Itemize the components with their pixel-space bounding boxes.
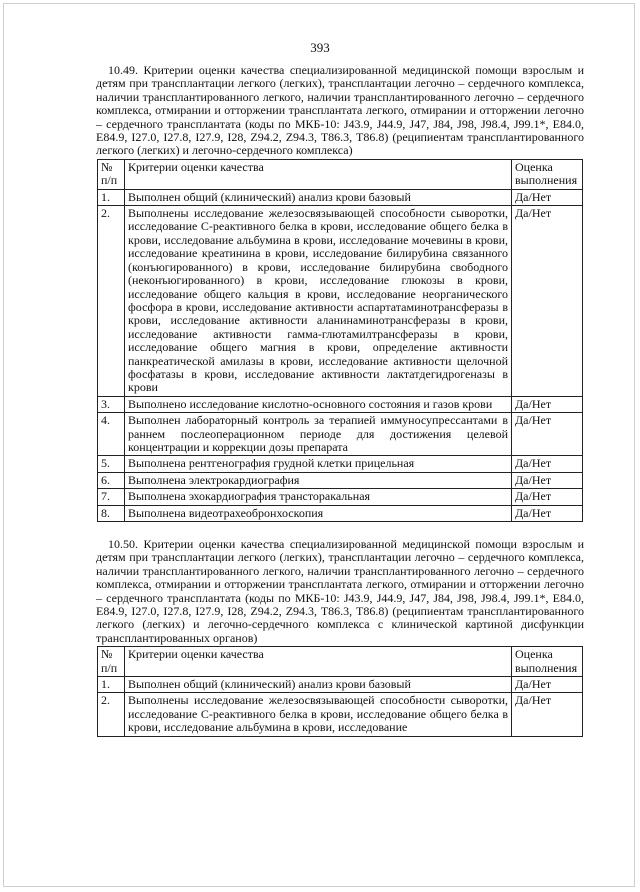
section-10-50 — [96, 538, 584, 737]
row-evaluation: Да/Нет — [512, 505, 583, 521]
header-num: № п/п — [98, 647, 125, 677]
header-criterion: Критерии оценки качества — [125, 159, 512, 189]
row-num: 4. — [98, 413, 125, 456]
table-header-row — [98, 159, 583, 189]
row-criterion: Выполнена рентгенография грудной клетки прицельная — [125, 456, 512, 472]
row-evaluation: Да/Нет — [512, 189, 583, 205]
table-row — [98, 396, 583, 412]
table-row — [98, 489, 583, 505]
row-criterion: Выполнен общий (клинический) анализ крови базовый — [125, 189, 512, 205]
row-criterion: Выполнен общий (клинический) анализ крови базовый — [125, 677, 512, 693]
document-body — [96, 64, 584, 737]
row-criterion: Выполнена электрокардиография — [125, 472, 512, 488]
row-num: 2. — [98, 206, 125, 397]
row-evaluation: Да/Нет — [512, 693, 583, 736]
row-num: 1. — [98, 677, 125, 693]
row-num: 2. — [98, 693, 125, 736]
row-evaluation: Да/Нет — [512, 472, 583, 488]
row-criterion: Выполнена видеотрахеобронхоскопия — [125, 505, 512, 521]
row-evaluation: Да/Нет — [512, 413, 583, 456]
table-row — [98, 206, 583, 397]
row-num: 3. — [98, 396, 125, 412]
row-num: 5. — [98, 456, 125, 472]
table-row — [98, 693, 583, 736]
table-row — [98, 189, 583, 205]
row-criterion: Выполнен лабораторный контроль за терапией иммуносупрессантами в раннем послеоперационном периоде для достижения целевой концентрации и коррекции дозы препарата — [125, 413, 512, 456]
table-row — [98, 472, 583, 488]
row-evaluation: Да/Нет — [512, 489, 583, 505]
row-num: 7. — [98, 489, 125, 505]
page-number: 393 — [310, 40, 330, 55]
header-criterion: Критерии оценки качества — [125, 647, 512, 677]
section-heading-10-50: 10.50. Критерии оценки качества специализированной медицинской помощи взрослым и детям при трансплантации легкого (легких), трансплантации легочно – сердечного комплекса, наличии трансплантированного легкого, наличии трансплантированного легочно – сердечного комплекса, отмирании и отторжении трансплантата легкого, отмирании и отторжении легочно – сердечного трансплантата (коды по МКБ-10: J43.9, J44.9, J47, J84, J98, J98.4, J99.1*, E84.0, E84.9, I27.0, I27.8, I27.9, I28, Z94.2, Z94.3, T86.3, T86.8) (реципиентам трансплантированного легкого (легких) и легочно-сердечного комплекса с клинической картиной дисфункции трансплантированных органов) — [96, 537, 584, 645]
row-criterion: Выполнены исследование железосвязывающей способности сыворотки, исследование С-реактивного белка в крови, исследование общего белка в крови, исследование альбумина в крови, исследование мочевины в крови, исследование креатинина в крови, исследование билирубина связанного (конъюгированного) в крови, исследование билирубина свободного (неконъюгированного) в крови, исследование глюкозы в крови, исследование общего кальция в крови, исследование неорганического фосфора в крови, исследование активности аспартатаминотрансферазы в крови, исследование активности аланинаминотрансферазы в крови, исследование активности гамма-глютамилтрансферазы в крови, исследование общего магния в крови, определение активности панкреатической амилазы в крови, исследование активности щелочной фосфатазы в крови, исследование активности лактатдегидрогеназы в крови — [125, 206, 512, 397]
row-criterion: Выполнены исследование железосвязывающей способности сыворотки, исследование С-реактивного белка в крови, исследование общего белка в крови, исследование альбумина в крови, исследование — [125, 693, 512, 736]
row-num: 1. — [98, 189, 125, 205]
row-criterion: Выполнено исследование кислотно-основного состояния и газов крови — [125, 396, 512, 412]
row-evaluation: Да/Нет — [512, 456, 583, 472]
table-header-row — [98, 647, 583, 677]
criteria-table-10-50 — [97, 646, 583, 736]
header-evaluation: Оценка выполнения — [512, 159, 583, 189]
row-evaluation: Да/Нет — [512, 206, 583, 397]
table-row — [98, 413, 583, 456]
row-num: 6. — [98, 472, 125, 488]
row-criterion: Выполнена эхокардиография трансторакальная — [125, 489, 512, 505]
table-row — [98, 505, 583, 521]
header-evaluation: Оценка выполнения — [512, 647, 583, 677]
criteria-table-10-49 — [97, 159, 583, 522]
row-evaluation: Да/Нет — [512, 677, 583, 693]
row-num: 8. — [98, 505, 125, 521]
row-evaluation: Да/Нет — [512, 396, 583, 412]
table-row — [98, 677, 583, 693]
section-heading-10-49: 10.49. Критерии оценки качества специализированной медицинской помощи взрослым и детям при трансплантации легкого (легких), трансплантации легочно – сердечного комплекса, наличии трансплантированного легкого, наличии трансплантированного легочно – сердечного комплекса, отмирании и отторжении трансплантата легкого, отмирании и отторжении легочно – сердечного трансплантата (коды по МКБ-10: J43.9, J44.9, J47, J84, J98, J98.4, J99.1*, E84.0, E84.9, I27.0, I27.8, I27.9, I28, Z94.2, Z94.3, T86.3, T86.8) (реципиентам трансплантированного легкого (легких) и легочно-сердечного комплекса) — [96, 63, 584, 158]
header-num: № п/п — [98, 159, 125, 189]
table-row — [98, 456, 583, 472]
